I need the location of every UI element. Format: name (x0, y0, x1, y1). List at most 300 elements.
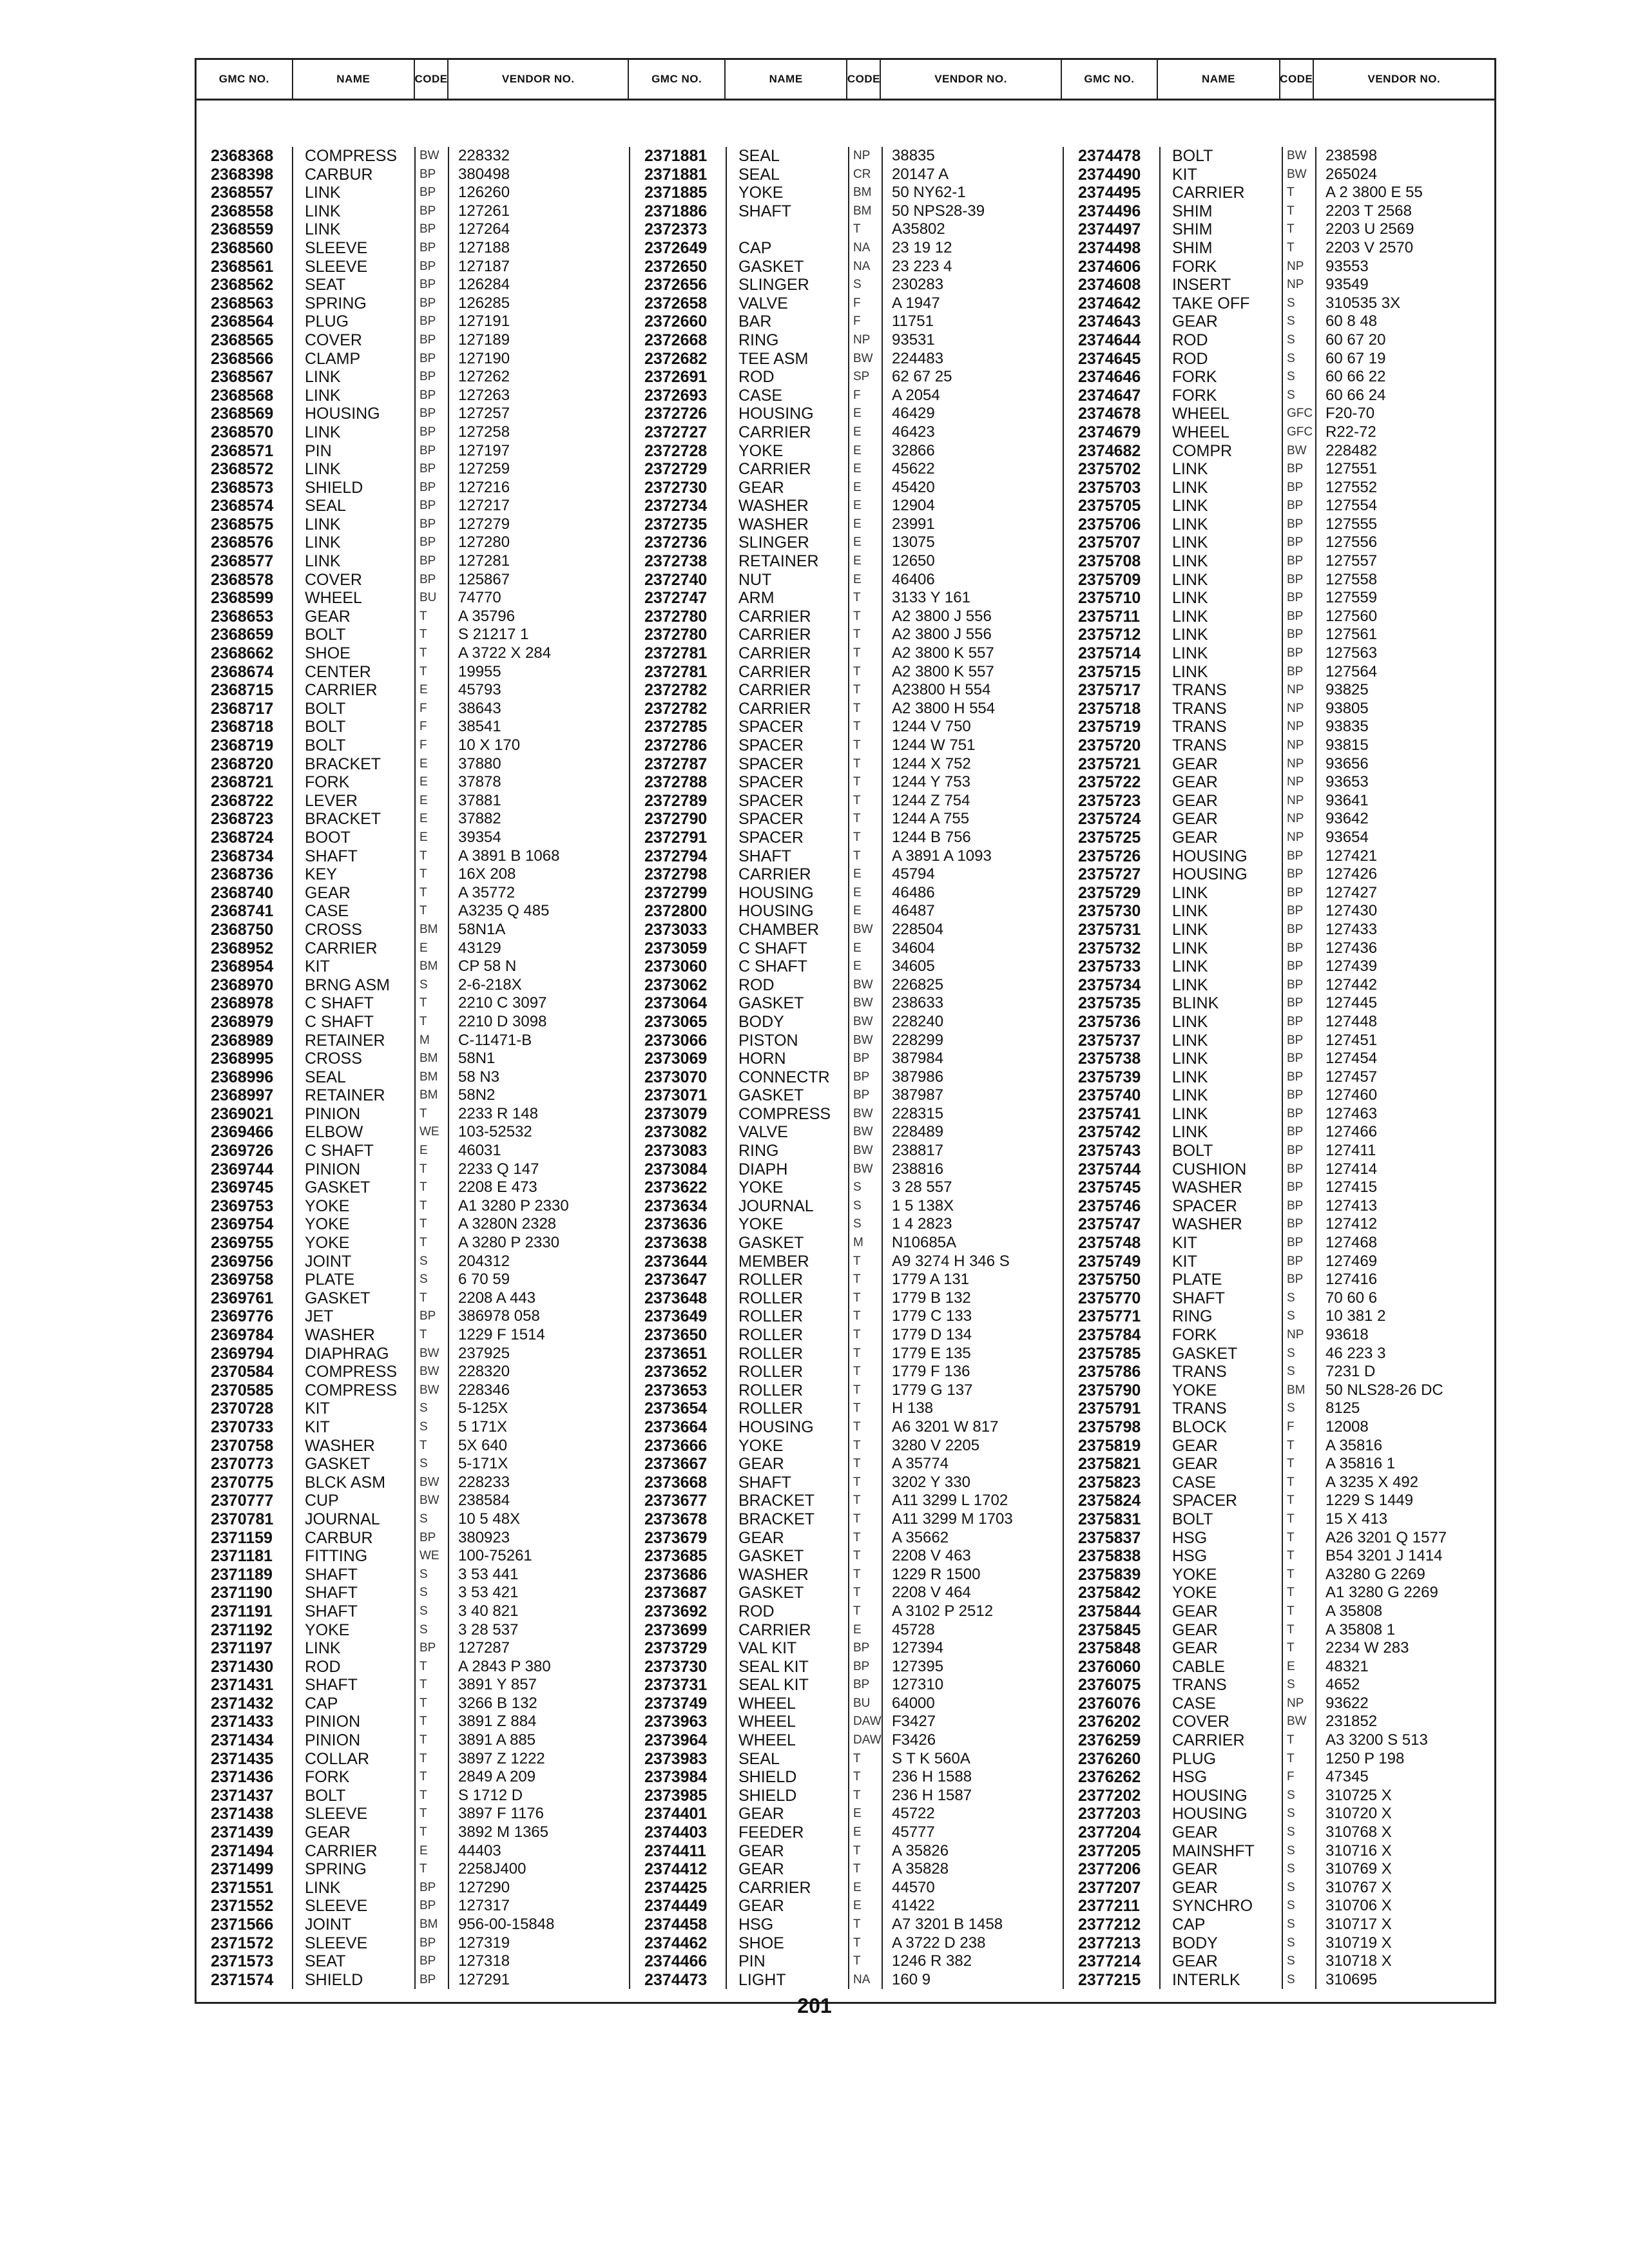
vendor-no-cell: 1250 P 198 (1325, 1749, 1405, 1767)
code-cell: E (1287, 1659, 1295, 1673)
vendor-no-cell: 64000 (892, 1694, 935, 1712)
code-cell: T (419, 609, 427, 623)
name-cell: LINK (1172, 902, 1208, 921)
name-cell: HOUSING (738, 883, 814, 902)
name-cell: YOKE (1172, 1584, 1217, 1602)
code-cell: DAW (853, 1715, 882, 1729)
gmc-no-cell: 2372691 (644, 368, 708, 387)
vendor-no-cell: 46487 (892, 902, 935, 920)
gmc-no-cell: 2375703 (1078, 478, 1141, 497)
code-cell: S (1287, 1936, 1295, 1950)
gmc-no-cell: 2374497 (1078, 220, 1141, 239)
vendor-no-cell: 60 67 19 (1325, 349, 1386, 367)
gmc-no-cell: 2373060 (644, 957, 708, 976)
name-cell: GEAR (1172, 1620, 1218, 1639)
gmc-no-cell: 2375749 (1078, 1252, 1141, 1271)
header-gmc-no: GMC NO. (629, 60, 726, 99)
name-cell: SHAFT (305, 847, 358, 865)
name-cell: SPACER (738, 754, 804, 773)
gmc-no-cell: 2369794 (211, 1344, 274, 1363)
vendor-no-cell: A 35662 (892, 1528, 949, 1546)
vendor-no-cell: 127558 (1325, 570, 1378, 588)
name-cell: ROLLER (738, 1326, 804, 1344)
code-cell: T (419, 885, 427, 899)
gmc-no-cell: 2374679 (1078, 423, 1141, 441)
name-cell: C SHAFT (305, 1012, 374, 1031)
code-cell: T (853, 1328, 861, 1341)
name-cell: WHEEL (305, 589, 362, 608)
code-cell: T (419, 1438, 427, 1452)
name-cell: GEAR (1172, 1823, 1218, 1842)
name-cell: PISTON (738, 1031, 798, 1050)
vendor-no-cell: 93553 (1325, 257, 1369, 275)
name-cell: BRACKET (738, 1492, 815, 1510)
vendor-no-cell: A7 3201 B 1458 (892, 1916, 1003, 1933)
code-cell: NP (1287, 1696, 1304, 1710)
gmc-no-cell: 2375738 (1078, 1050, 1141, 1068)
gmc-no-cell: 2372786 (644, 736, 708, 754)
code-cell: T (853, 1586, 861, 1600)
name-cell: CARBUR (305, 165, 373, 184)
name-cell: SPRING (305, 1860, 367, 1879)
header-name: NAME (726, 60, 847, 99)
code-cell: BP (1287, 885, 1304, 899)
code-cell: T (853, 646, 861, 660)
vendor-no-cell: 47345 (1325, 1768, 1369, 1786)
gmc-no-column (1064, 147, 1161, 1989)
gmc-no-cell: 2370758 (211, 1436, 274, 1455)
gmc-no-cell: 2368718 (211, 718, 274, 736)
name-cell: HOUSING (738, 902, 814, 921)
gmc-no-cell: 2369755 (211, 1234, 274, 1253)
code-cell: BW (853, 1014, 873, 1028)
name-cell: YOKE (738, 1178, 784, 1197)
vendor-no-cell: 237925 (458, 1344, 510, 1362)
vendor-no-cell: 956-00-15848 (458, 1916, 555, 1933)
code-cell: BU (419, 591, 437, 605)
vendor-no-cell: 127197 (458, 441, 510, 459)
vendor-no-cell: 1246 R 382 (892, 1952, 972, 1970)
gmc-no-cell: 2374682 (1078, 441, 1141, 460)
vendor-no-cell: 46429 (892, 405, 935, 423)
vendor-no-cell: A 35774 (892, 1455, 949, 1473)
name-cell: GEAR (1172, 1639, 1218, 1658)
name-cell: SEAL (305, 497, 346, 515)
vendor-no-cell: 38643 (458, 699, 501, 717)
gmc-no-cell: 2377213 (1078, 1934, 1141, 1952)
name-cell: BOLT (1172, 147, 1213, 165)
gmc-no-cell: 2375719 (1078, 718, 1141, 736)
code-cell: BW (853, 1144, 873, 1158)
gmc-no-cell: 2374473 (644, 1970, 708, 1989)
code-cell: T (1287, 1494, 1295, 1508)
code-cell: S (1287, 1825, 1295, 1840)
gmc-no-cell: 2375745 (1078, 1178, 1141, 1197)
vendor-no-cell: A 3891 A 1093 (892, 847, 992, 865)
vendor-no-cell: 310725 X (1325, 1786, 1392, 1804)
vendor-no-cell: 127559 (1325, 589, 1378, 607)
name-cell: PINION (305, 1731, 361, 1750)
vendor-no-cell: 127561 (1325, 626, 1378, 644)
code-cell: BP (1287, 591, 1304, 605)
code-cell: S (1287, 1843, 1295, 1858)
gmc-no-cell: 2376262 (1078, 1768, 1141, 1787)
gmc-no-cell: 2368723 (211, 810, 274, 829)
vendor-no-cell: 23 19 12 (892, 238, 952, 256)
name-cell: PLATE (1172, 1271, 1222, 1289)
vendor-no-cell: 58N1 (458, 1050, 496, 1068)
code-cell: BW (419, 1494, 439, 1508)
name-cell: ROLLER (738, 1381, 804, 1399)
vendor-no-cell: 10 X 170 (458, 736, 521, 754)
vendor-no-cell: 1779 G 137 (892, 1381, 973, 1399)
vendor-no-cell: A2 3800 K 557 (892, 644, 994, 662)
vendor-no-cell: 2234 W 283 (1325, 1639, 1409, 1657)
name-cell: BRACKET (305, 810, 381, 829)
code-cell: T (853, 1419, 861, 1434)
vendor-no-cell: 310535 3X (1325, 294, 1401, 312)
vendor-no-cell: 23991 (892, 515, 935, 533)
code-cell: BP (419, 554, 436, 568)
name-cell: SHIELD (305, 478, 363, 497)
code-cell: E (853, 443, 862, 457)
code-cell: T (853, 1530, 861, 1544)
vendor-no-cell: 228504 (892, 920, 944, 938)
code-cell: BP (853, 1678, 870, 1692)
vendor-no-cell: A 35816 (1325, 1436, 1383, 1454)
vendor-no-cell: A 35816 1 (1325, 1455, 1396, 1473)
vendor-no-cell: 60 67 20 (1325, 331, 1386, 349)
code-cell: S (419, 1512, 428, 1526)
name-cell: RETAINER (738, 552, 819, 571)
gmc-no-cell: 2373729 (644, 1639, 708, 1658)
gmc-no-cell: 2368659 (211, 626, 274, 644)
vendor-no-cell: 7231 D (1325, 1363, 1376, 1381)
gmc-no-cell: 2372788 (644, 773, 708, 792)
name-cell: GEAR (1172, 1455, 1218, 1474)
vendor-no-cell: 228233 (458, 1473, 510, 1491)
gmc-no-cell: 2368978 (211, 994, 274, 1013)
gmc-no-cell: 2371181 (211, 1547, 273, 1566)
gmc-no-cell: 2372782 (644, 681, 708, 700)
vendor-no-cell: A 35808 (1325, 1602, 1383, 1620)
name-cell: JET (305, 1307, 334, 1326)
code-cell: E (419, 775, 428, 789)
name-cell: SHAFT (738, 847, 791, 865)
gmc-no-cell: 2375726 (1078, 847, 1141, 865)
name-cell: ROD (738, 368, 775, 387)
vendor-no-cell: 228320 (458, 1363, 510, 1381)
vendor-no-cell: 1244 Z 754 (892, 791, 970, 809)
gmc-no-cell: 2369761 (211, 1289, 274, 1307)
name-cell: GEAR (1172, 754, 1218, 773)
gmc-no-cell: 2374495 (1078, 184, 1141, 202)
gmc-no-cell: 2377212 (1078, 1916, 1141, 1934)
vendor-no-cell: 12008 (1325, 1418, 1369, 1436)
gmc-no-cell: 2371885 (644, 184, 708, 202)
vendor-no-cell: 127190 (458, 349, 510, 367)
code-cell: T (1287, 1604, 1295, 1618)
header-vendor-no: VENDOR NO. (448, 60, 629, 99)
code-cell: F (853, 296, 861, 310)
gmc-no-cell: 2368674 (211, 662, 274, 681)
gmc-no-cell: 2368721 (211, 773, 274, 792)
code-cell: T (419, 1807, 427, 1821)
code-cell: S (1287, 351, 1295, 365)
name-column (293, 147, 416, 1989)
name-cell: WHEEL (738, 1731, 796, 1750)
name-cell: KIT (305, 957, 330, 976)
vendor-no-cell: 310695 (1325, 1970, 1378, 1988)
code-cell: T (419, 1696, 427, 1710)
vendor-no-cell: 126284 (458, 276, 510, 294)
gmc-no-cell: 2375747 (1078, 1215, 1141, 1234)
gmc-no-cell: 2371881 (644, 147, 708, 165)
code-cell: BP (419, 332, 436, 347)
vendor-no-cell: 20147 A (892, 165, 949, 183)
gmc-no-cell: 2371494 (211, 1841, 274, 1860)
gmc-no-cell: 2368720 (211, 754, 274, 773)
gmc-no-cell: 2372798 (644, 865, 708, 884)
vendor-no-cell: 127421 (1325, 847, 1378, 865)
vendor-no-cell: 12904 (892, 497, 935, 515)
vendor-no-cell: A2 3800 K 557 (892, 662, 994, 680)
name-cell: GASKET (738, 257, 804, 276)
name-cell: TRANS (1172, 736, 1227, 754)
name-cell: ROD (1172, 331, 1208, 349)
vendor-no-cell: A 3102 P 2512 (892, 1602, 994, 1620)
gmc-no-cell: 2375743 (1078, 1142, 1141, 1160)
code-cell: BP (419, 572, 436, 586)
name-column (1161, 147, 1283, 1989)
vendor-no-cell: 2-6-218X (458, 975, 522, 994)
name-cell: SHIM (1172, 202, 1213, 220)
gmc-no-cell: 2373083 (644, 1142, 708, 1160)
code-cell: BP (1287, 996, 1304, 1010)
name-cell: ROD (1172, 349, 1208, 368)
gmc-no-cell: 2375715 (1078, 662, 1141, 681)
gmc-no-cell: 2375739 (1078, 1068, 1141, 1086)
name-cell: CASE (1172, 1694, 1217, 1713)
gmc-no-cell: 2373687 (644, 1584, 708, 1602)
code-cell: T (419, 1106, 427, 1120)
name-cell: FEEDER (738, 1823, 804, 1842)
gmc-no-cell: 2375770 (1078, 1289, 1141, 1307)
name-cell: ROLLER (738, 1271, 804, 1289)
code-cell: BW (1287, 167, 1307, 181)
gmc-no-cell: 2372781 (644, 662, 708, 681)
column-block-2 (630, 147, 1064, 1989)
gmc-no-cell: 2377206 (1078, 1860, 1141, 1879)
gmc-no-cell: 2374425 (644, 1878, 708, 1897)
code-cell: BP (1287, 628, 1304, 642)
name-cell: BLINK (1172, 994, 1219, 1013)
gmc-no-cell: 2372736 (644, 533, 708, 552)
vendor-no-cell: 93815 (1325, 736, 1369, 754)
name-cell: SEAL (738, 165, 780, 184)
gmc-no-cell: 2375718 (1078, 699, 1141, 718)
code-cell: BP (1287, 977, 1304, 992)
name-cell: COMPRESS (305, 147, 398, 165)
gmc-no-cell: 2375722 (1078, 773, 1141, 792)
vendor-no-cell: 127310 (892, 1676, 944, 1694)
gmc-no-cell: 2372656 (644, 276, 708, 294)
name-column (727, 147, 849, 1989)
vendor-no-cell: A 1947 (892, 294, 940, 312)
name-cell: CARRIER (738, 607, 811, 626)
name-cell: LINK (305, 1639, 341, 1658)
name-cell: ROLLER (738, 1289, 804, 1307)
vendor-no-cell: 228482 (1325, 441, 1378, 459)
code-cell: M (419, 1033, 430, 1047)
name-cell: PINION (305, 1713, 361, 1731)
name-cell: HOUSING (738, 405, 814, 423)
code-cell: T (1287, 1733, 1295, 1747)
vendor-no-cell: 310716 X (1325, 1841, 1392, 1860)
vendor-no-cell: 1229 F 1514 (458, 1326, 545, 1343)
code-cell: BP (419, 222, 436, 236)
name-cell: SHAFT (305, 1584, 358, 1602)
code-cell: BP (853, 1641, 870, 1655)
gmc-no-cell: 2371433 (211, 1713, 274, 1731)
name-cell: SHOE (305, 644, 351, 663)
name-cell: FORK (1172, 257, 1217, 276)
gmc-no-cell: 2375740 (1078, 1086, 1141, 1105)
code-cell: NA (853, 240, 871, 255)
vendor-no-cell: 93531 (892, 331, 935, 349)
vendor-no-cell: 74770 (458, 589, 501, 607)
code-cell: NP (1287, 756, 1304, 771)
code-cell: BP (419, 425, 436, 439)
code-cell: T (853, 1954, 861, 1968)
vendor-no-cell: F20-70 (1325, 405, 1375, 423)
vendor-no-cell: 310719 X (1325, 1934, 1392, 1952)
code-cell: T (419, 1788, 427, 1802)
name-cell: SHAFT (738, 202, 791, 220)
gmc-no-cell: 2374478 (1078, 147, 1141, 165)
code-cell: T (1287, 1641, 1295, 1655)
code-cell: E (853, 1825, 862, 1840)
gmc-no-cell: 2373679 (644, 1528, 708, 1547)
gmc-no-cell: 2375784 (1078, 1326, 1141, 1344)
code-cell: NP (1287, 278, 1304, 292)
name-cell: JOURNAL (305, 1510, 380, 1528)
code-cell: T (419, 1162, 427, 1176)
name-cell: CARRIER (738, 423, 811, 441)
gmc-no-cell: 2374498 (1078, 238, 1141, 257)
code-cell: F (1287, 1419, 1295, 1434)
vendor-no-cell: 2203 U 2569 (1325, 220, 1414, 238)
name-cell: BOLT (305, 718, 346, 736)
vendor-no-cell: 46423 (892, 423, 935, 441)
name-cell: LINK (1172, 957, 1208, 976)
gmc-no-cell: 2373079 (644, 1104, 708, 1123)
name-cell: FORK (1172, 1326, 1217, 1344)
header-gmc-no: GMC NO. (197, 60, 293, 99)
name-cell: LINK (1172, 460, 1208, 479)
code-cell: S (1287, 1972, 1295, 1986)
vendor-no-cell: 38835 (892, 147, 935, 164)
gmc-no-cell: 2371439 (211, 1823, 274, 1842)
vendor-no-cell: 11751 (892, 312, 934, 331)
name-cell: GASKET (738, 1547, 804, 1566)
code-cell: S (419, 977, 428, 992)
vendor-no-cell: 4652 (1325, 1676, 1360, 1694)
name-cell: YOKE (738, 184, 784, 202)
vendor-no-cell: 127259 (458, 460, 510, 478)
code-cell: BW (419, 1383, 439, 1397)
vendor-no-cell: 127261 (458, 202, 510, 220)
gmc-no-cell: 2375790 (1078, 1381, 1141, 1399)
gmc-no-cell: 2374644 (1078, 331, 1141, 349)
gmc-no-cell: 2375711 (1078, 607, 1140, 626)
vendor-no-cell: 127433 (1325, 920, 1378, 938)
name-cell: PLUG (1172, 1749, 1217, 1768)
gmc-no-cell: 2372738 (644, 552, 708, 571)
code-cell: T (853, 720, 861, 734)
gmc-no-cell: 2371572 (211, 1934, 274, 1952)
name-cell: SEAL (305, 1068, 346, 1086)
name-cell: SEAL (738, 147, 780, 165)
vendor-no-cell: 2208 V 463 (892, 1547, 971, 1565)
code-cell: NP (1287, 830, 1304, 844)
code-cell: T (1287, 1457, 1295, 1471)
vendor-no-cell: A 3722 D 238 (892, 1934, 986, 1952)
code-cell: S (853, 1217, 862, 1231)
code-cell: T (1287, 1530, 1295, 1544)
name-cell: BOLT (305, 736, 346, 754)
code-cell: T (853, 664, 861, 678)
vendor-no-cell: 32866 (892, 441, 935, 459)
name-cell: CABLE (1172, 1657, 1225, 1676)
gmc-no-cell: 2375838 (1078, 1547, 1141, 1566)
name-cell: BOLT (1172, 1510, 1213, 1528)
name-cell: PIN (738, 1952, 766, 1971)
gmc-no-cell: 2373699 (644, 1620, 708, 1639)
gmc-no-column (630, 147, 727, 1989)
vendor-no-cell: 93618 (1325, 1326, 1369, 1343)
vendor-no-cell: 58 N3 (458, 1068, 500, 1086)
vendor-no-cell: 3202 Y 330 (892, 1473, 970, 1491)
code-cell: T (419, 1198, 427, 1213)
vendor-no-cell: 125867 (458, 570, 510, 588)
vendor-no-cell: 380923 (458, 1528, 510, 1546)
name-cell: BOLT (305, 699, 346, 718)
name-cell: GASKET (305, 1289, 371, 1307)
name-cell: LINK (1172, 1012, 1208, 1031)
vendor-no-cell: 3 53 421 (458, 1584, 519, 1602)
name-cell: GEAR (1172, 828, 1218, 847)
vendor-no-cell: 226825 (892, 975, 944, 994)
gmc-no-cell: 2373652 (644, 1363, 708, 1381)
vendor-no-cell: 204312 (458, 1252, 510, 1270)
gmc-no-cell: 2373749 (644, 1694, 708, 1713)
gmc-no-cell: 2372780 (644, 626, 708, 644)
gmc-no-cell: 2374643 (1078, 312, 1141, 331)
code-cell: NA (853, 259, 871, 273)
code-cell: SP (853, 370, 870, 384)
code-cell: T (853, 1567, 861, 1581)
vendor-no-cell: 3891 A 885 (458, 1731, 536, 1749)
code-cell: T (419, 628, 427, 642)
name-cell: HOUSING (1172, 1805, 1248, 1823)
vendor-no-cell: 2203 V 2570 (1325, 238, 1414, 256)
name-cell: SHIM (1172, 220, 1213, 239)
vendor-no-cell: 3 28 557 (892, 1178, 952, 1196)
gmc-no-cell: 2375731 (1078, 920, 1141, 939)
name-cell: GEAR (305, 1823, 351, 1842)
vendor-no-cell: 310706 X (1325, 1897, 1392, 1915)
